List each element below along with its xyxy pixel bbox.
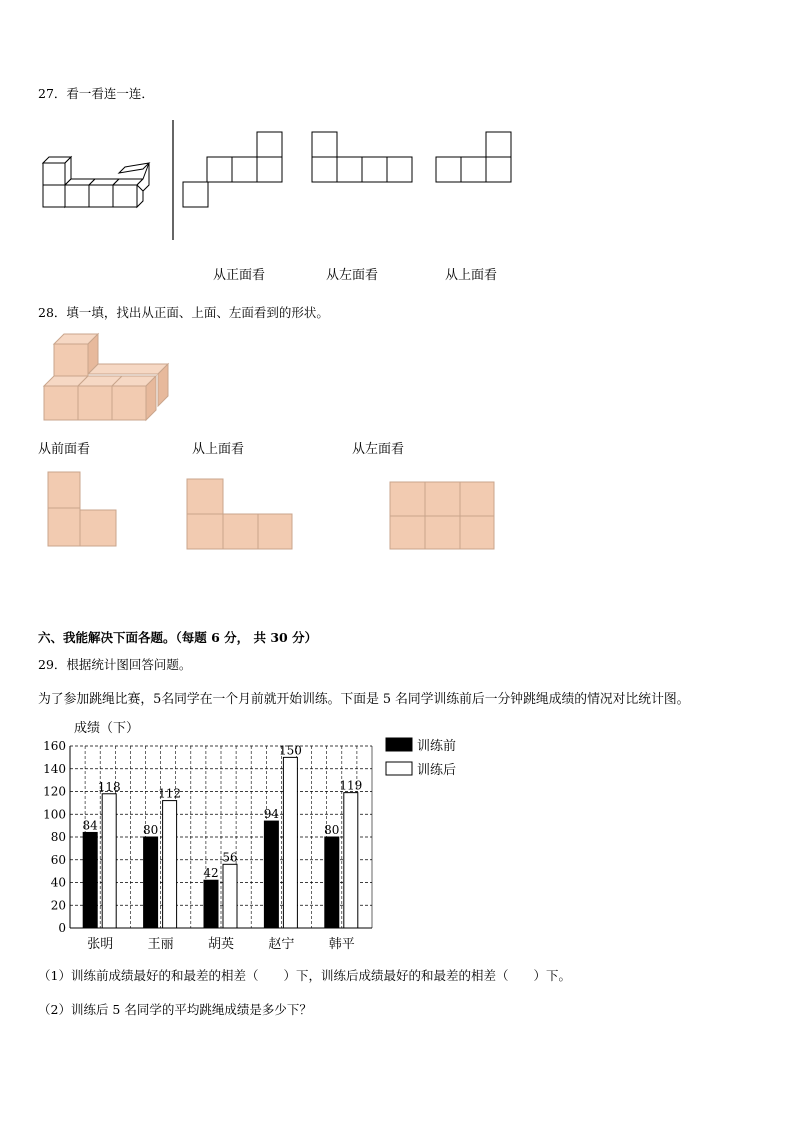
x-tick-label: 韩平	[328, 937, 355, 952]
data-label: 112	[158, 786, 182, 801]
q29-sub-question-2: （2）训练后 5 名同学的平均跳绳成绩是多少下？	[38, 1002, 312, 1017]
data-label: 84	[82, 818, 98, 833]
x-tick-label: 张明	[87, 937, 114, 952]
data-label: 42	[203, 866, 219, 881]
q27-view-label-top: 从上面看	[445, 268, 498, 283]
q27-divider	[171, 120, 175, 242]
q29-sub-question-1: （1）训练前成绩最好的和最差的相差（ ）下，训练后成绩最好的和最差的相差（ ）下。	[38, 968, 571, 983]
data-label: 94	[263, 807, 280, 822]
bar-before	[83, 832, 97, 928]
q28-title: 28．填一填，找出从正面、上面、左面看到的形状。	[38, 305, 329, 320]
q27-view-label-front: 从正面看	[213, 268, 266, 283]
q28-solid-figure	[44, 330, 172, 422]
bar-before	[144, 837, 158, 928]
legend-swatch	[386, 762, 412, 775]
legend-swatch	[386, 738, 412, 751]
q27-view-label-left: 从左面看	[326, 268, 379, 283]
y-tick-label: 120	[43, 784, 66, 799]
bar-after	[344, 793, 358, 928]
bar-before	[264, 821, 278, 928]
q27-view-shape-2	[311, 131, 415, 187]
q27-solid-figure	[40, 155, 160, 215]
bar-after	[223, 864, 237, 928]
q28-view-label-left: 从左面看	[352, 442, 405, 457]
legend-label: 训练前	[417, 739, 457, 754]
y-tick-label: 40	[50, 875, 66, 890]
x-tick-label: 王丽	[147, 937, 174, 952]
bar-before	[325, 837, 339, 928]
section-6-heading: 六、我能解决下面各题。（每题 6 分， 共 30 分）	[38, 630, 318, 645]
data-label: 150	[278, 743, 302, 758]
y-tick-label: 160	[43, 739, 66, 753]
y-tick-label: 100	[43, 807, 66, 822]
y-tick-label: 80	[50, 830, 66, 844]
q29-intro: 为了参加跳绳比赛，5名同学在一个月前就开始训练。下面是 5 名同学训练前后一分钟跳绳成绩的情况对比统计图。	[38, 692, 690, 707]
bar-after	[283, 757, 297, 928]
q28-shape-left	[389, 481, 497, 551]
y-tick-label: 60	[50, 852, 66, 867]
x-tick-label: 赵宁	[268, 937, 295, 952]
data-label: 80	[142, 823, 159, 837]
bar-after	[102, 794, 116, 928]
legend-label: 训练后	[417, 763, 457, 778]
data-label: 118	[97, 779, 121, 794]
q28-shape-front	[47, 471, 119, 549]
bar-before	[204, 880, 218, 928]
y-tick-label: 0	[58, 921, 66, 935]
data-label: 119	[339, 778, 363, 793]
data-label: 56	[222, 850, 238, 865]
y-axis-title: 成绩（下）	[74, 721, 140, 736]
q28-shape-top	[186, 478, 296, 552]
q28-view-label-front: 从前面看	[38, 442, 91, 457]
q27-view-shape-3	[435, 131, 515, 187]
q29-title: 29．根据统计图回答问题。	[38, 657, 192, 672]
bar-chart	[30, 716, 470, 956]
data-label: 80	[324, 823, 340, 837]
x-tick-label: 胡英	[207, 937, 235, 952]
q28-view-label-top: 从上面看	[192, 442, 245, 457]
bar-after	[163, 801, 177, 928]
y-tick-label: 140	[43, 761, 66, 776]
y-tick-label: 20	[50, 898, 66, 913]
q27-view-shape-1	[182, 131, 286, 211]
q27-title: 27．看一看连一连．	[38, 86, 154, 101]
